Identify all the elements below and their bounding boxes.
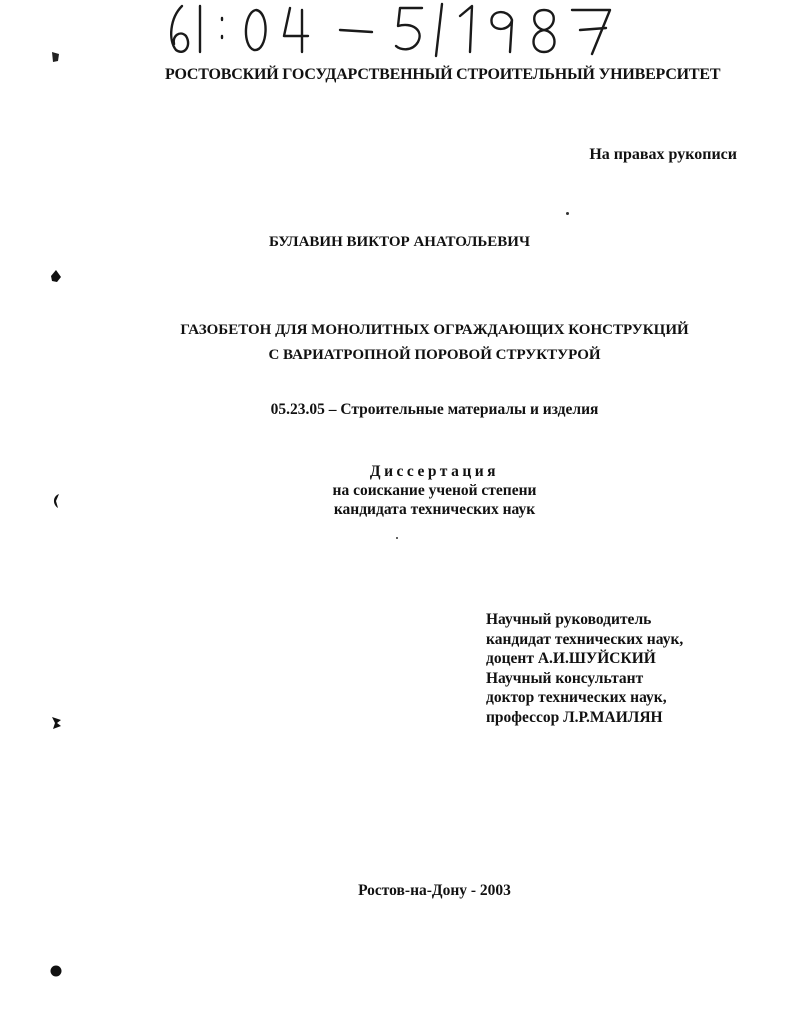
supervisor-line: доктор технических наук, — [486, 689, 667, 706]
supervisor-line: профессор Л.Р.МАИЛЯН — [486, 708, 663, 726]
title-line-2: С ВАРИАТРОПНОЙ ПОРОВОЙ СТРУКТУРОЙ — [268, 347, 601, 363]
city-year: Ростов-на-Дону - 2003 — [358, 882, 511, 899]
dissertation-title — [0, 318, 799, 368]
scan-speck — [566, 212, 569, 215]
scan-speck — [396, 537, 398, 539]
dissertation-line-2: кандидата технических наук — [333, 501, 536, 518]
supervisor-line: доцент А.И.ШУЙСКИЙ — [486, 650, 656, 667]
author-name: БУЛАВИН ВИКТОР АНАТОЛЬЕВИЧ — [269, 234, 530, 250]
title-line-1: ГАЗОБЕТОН ДЛЯ МОНОЛИТНЫХ ОГРАЖДАЮЩИХ КОНСТРУКЦИЙ — [180, 322, 689, 338]
specialty-code: 05.23.05 – Строительные материалы и изделия — [270, 401, 599, 418]
binder-hole-mark — [50, 492, 62, 515]
binder-hole-mark — [49, 50, 63, 69]
dissertation-label: Диссертация — [369, 463, 500, 480]
manuscript-note: На правах рукописи — [589, 146, 737, 163]
supervisors-block — [486, 610, 683, 727]
binder-hole-mark — [49, 714, 65, 737]
supervisor-line: кандидат технических наук, — [486, 630, 684, 648]
binder-hole-mark — [49, 964, 63, 983]
binder-hole-mark — [48, 268, 64, 289]
dissertation-line-1: на соискание ученой степени — [332, 482, 537, 499]
university-name: РОСТОВСКИЙ ГОСУДАРСТВЕННЫЙ СТРОИТЕЛЬНЫЙ УНИВЕРСИТЕТ — [165, 66, 721, 83]
handwritten-archive-number — [160, 0, 630, 60]
supervisor-line: Научный руководитель — [486, 611, 652, 628]
supervisor-line: Научный консультант — [486, 669, 644, 687]
dissertation-block — [0, 462, 799, 519]
